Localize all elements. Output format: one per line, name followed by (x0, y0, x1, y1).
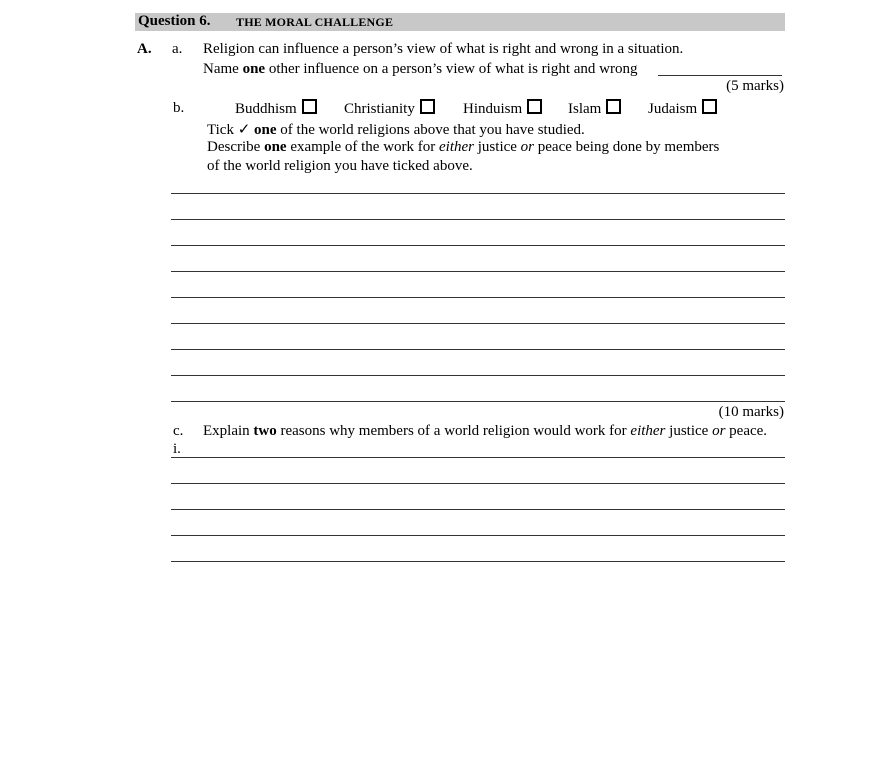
part-a-answer-line[interactable] (658, 75, 782, 76)
religion-option-christianity: Christianity (344, 99, 435, 118)
part-c-answer-line[interactable] (171, 457, 785, 458)
part-b-answer-line[interactable] (171, 271, 785, 272)
checkbox-christianity[interactable] (420, 99, 435, 114)
part-c-answer-line[interactable] (171, 535, 785, 536)
checkbox-judaism[interactable] (702, 99, 717, 114)
part-a-label: a. (172, 41, 183, 57)
part-b-answer-line[interactable] (171, 219, 785, 220)
part-b-answer-line[interactable] (171, 193, 785, 194)
part-b-answer-line[interactable] (171, 375, 785, 376)
religion-option-hinduism: Hinduism (463, 99, 542, 118)
checkbox-hinduism[interactable] (527, 99, 542, 114)
checkbox-islam[interactable] (606, 99, 621, 114)
part-c-sublabel: i. (173, 441, 181, 457)
part-b-answer-line[interactable] (171, 323, 785, 324)
part-c-answer-line[interactable] (171, 561, 785, 562)
part-b-describe-line1: Describe one example of the work for either justice or peace being done by members (207, 139, 720, 155)
religion-option-judaism: Judaism (648, 99, 717, 118)
part-b-describe-line2: of the world religion you have ticked above. (207, 158, 473, 174)
question-header (135, 13, 785, 31)
part-b-tick-instruction: Tick ✓ one of the world religions above that you have studied. (207, 122, 585, 138)
part-c-question: Explain two reasons why members of a world religion would work for either justice or peace. (203, 423, 768, 439)
part-a-line1: Religion can influence a person’s view of what is right and wrong in a situation. (203, 41, 684, 57)
part-b-answer-line[interactable] (171, 401, 785, 402)
part-b-answer-line[interactable] (171, 297, 785, 298)
part-a-marks: (5 marks) (726, 78, 784, 94)
part-c-label: c. (173, 423, 184, 439)
checkbox-buddhism[interactable] (302, 99, 317, 114)
part-b-answer-line[interactable] (171, 349, 785, 350)
religion-option-islam: Islam (568, 99, 621, 118)
religion-option-buddhism: Buddhism (235, 99, 317, 118)
part-a-line2: Name one other influence on a person’s view of what is right and wrong (203, 61, 638, 77)
part-b-answer-line[interactable] (171, 245, 785, 246)
part-b-marks: (10 marks) (718, 404, 784, 420)
question-number: Question 6. (138, 13, 211, 29)
section-label: A. (137, 41, 152, 57)
question-title: THE MORAL CHALLENGE (236, 15, 394, 29)
part-b-label: b. (173, 100, 185, 116)
part-c-answer-line[interactable] (171, 509, 785, 510)
part-c-answer-line[interactable] (171, 483, 785, 484)
